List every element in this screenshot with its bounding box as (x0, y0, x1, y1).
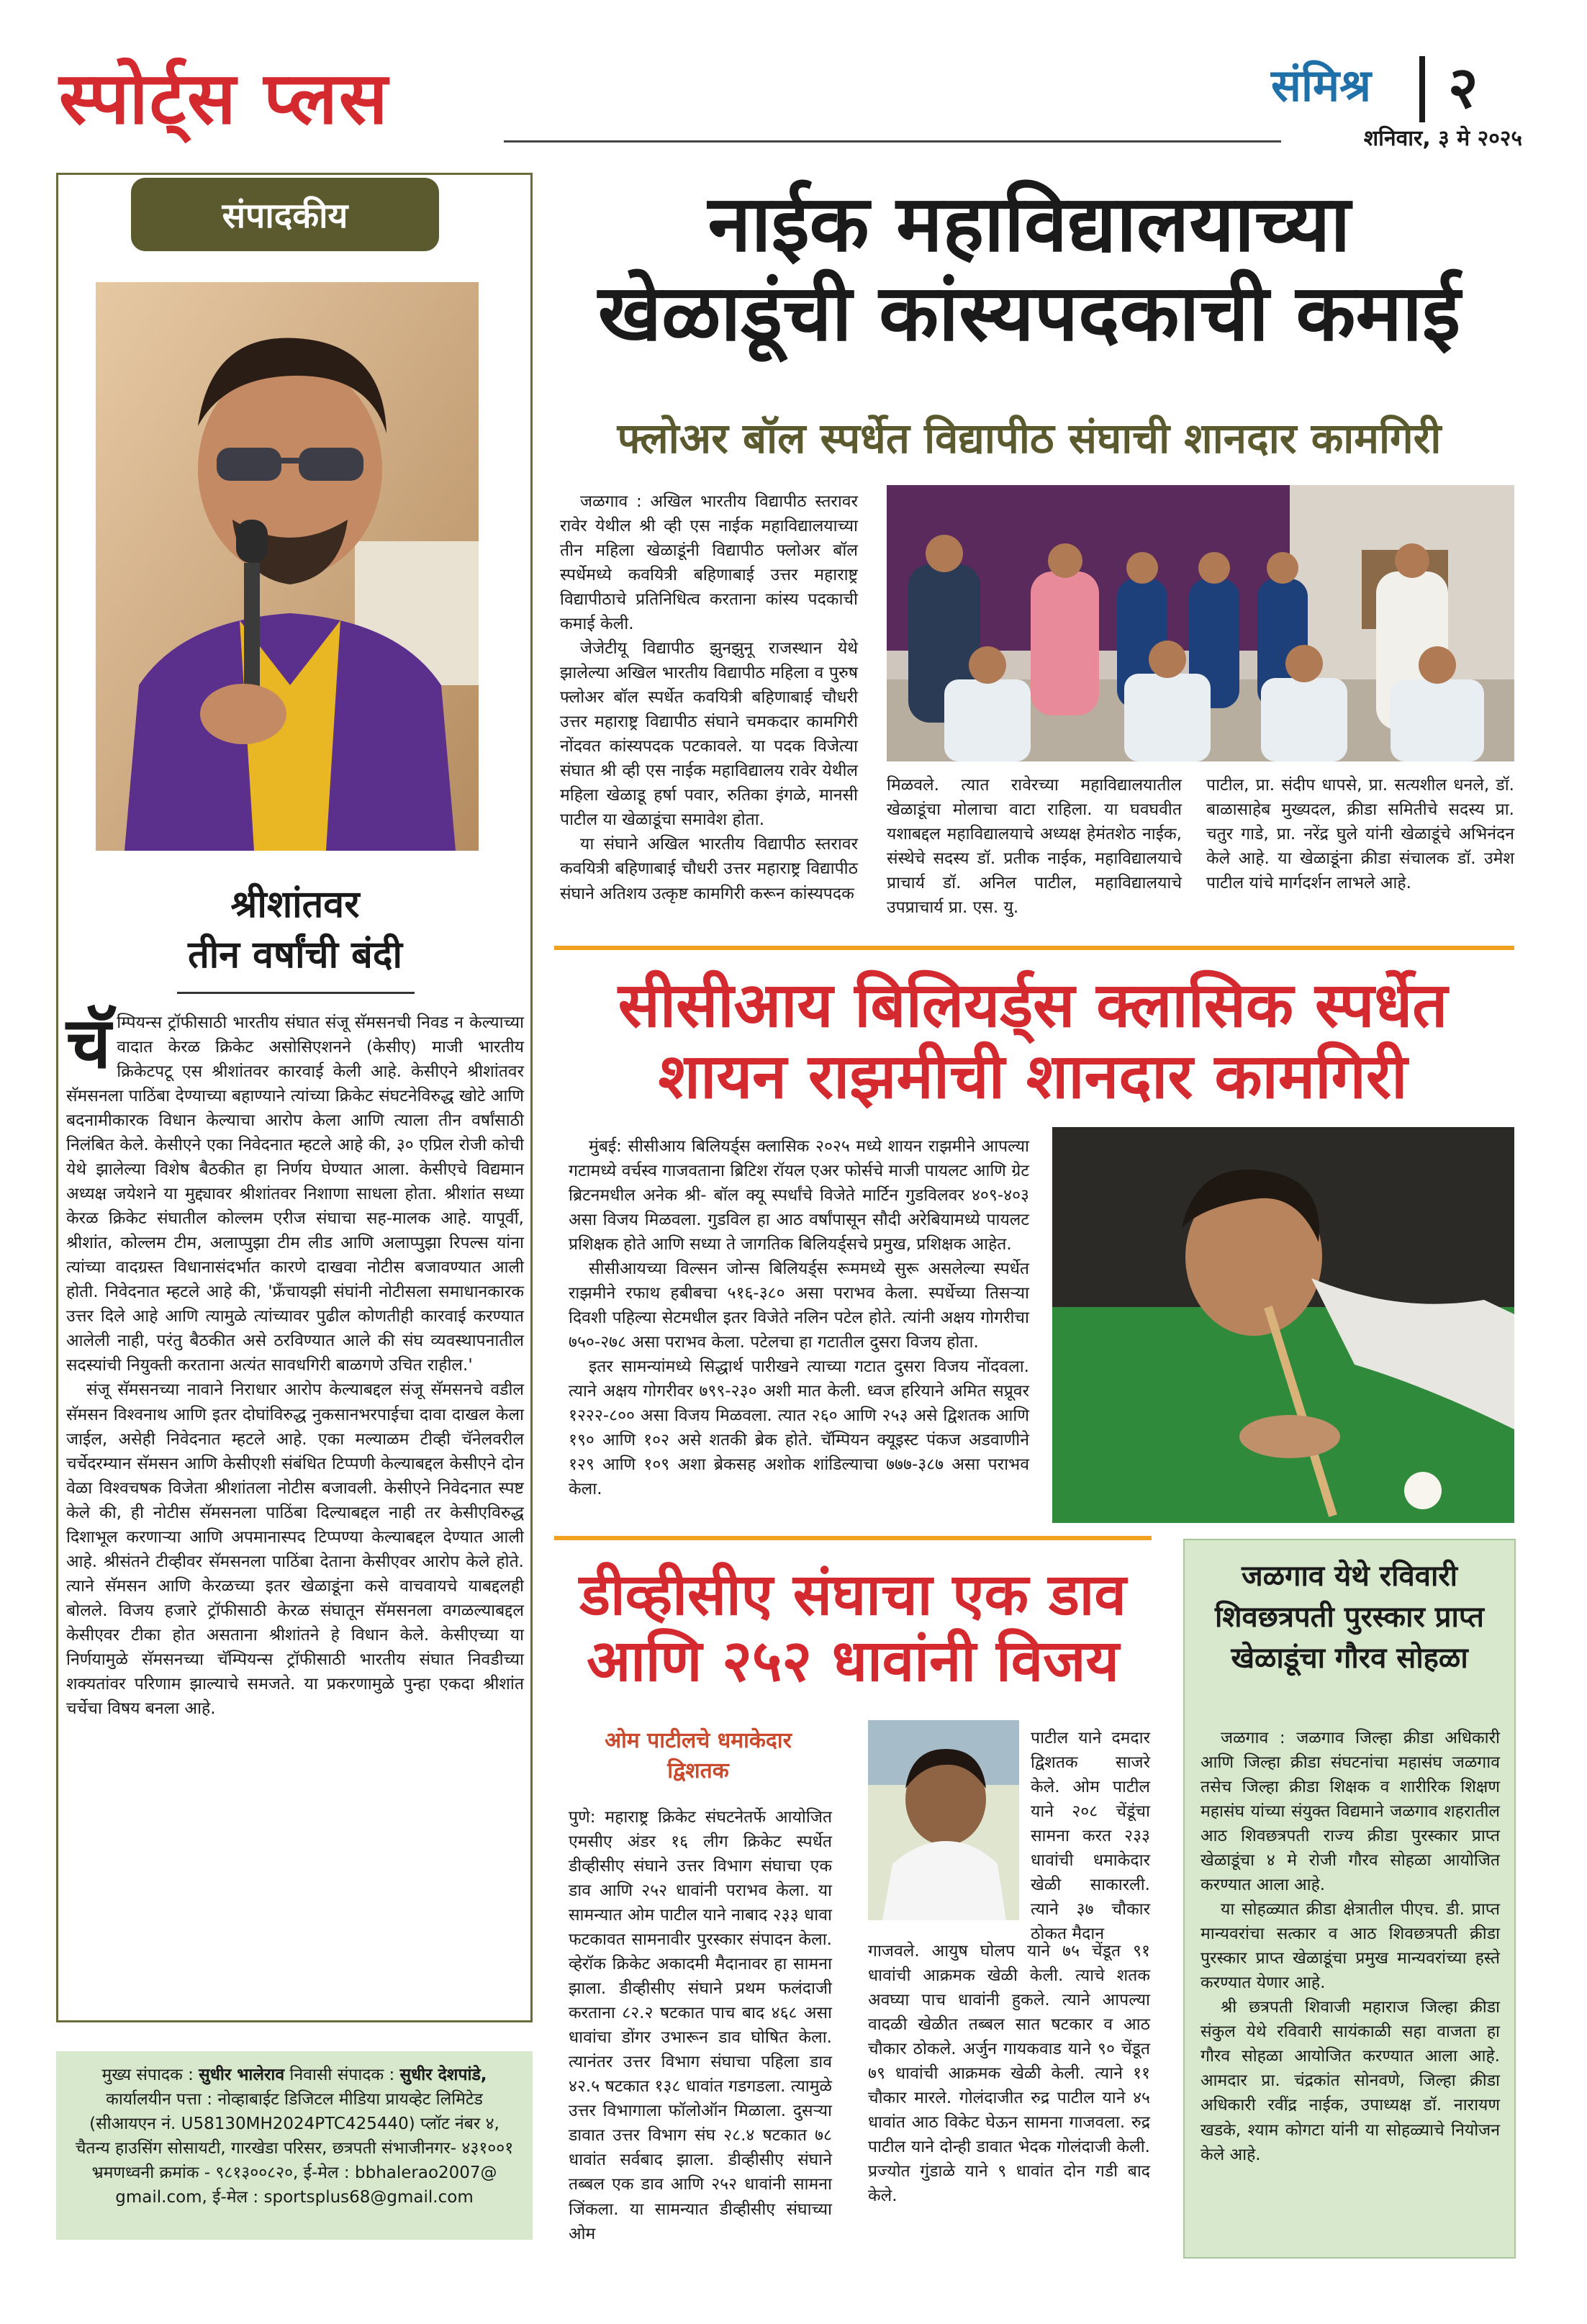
story2-headline (554, 970, 1511, 1113)
story3-headline-line2: आणि २५२ धावांनी विजय (587, 1627, 1119, 1694)
resident-editor-name: सुधीर देशपांडे, (399, 2066, 487, 2084)
resident-editor-label: निवासी संपादक : (284, 2066, 400, 2084)
story1-headline-line1: नाईक महाविद्यालयाच्या (707, 179, 1351, 269)
story3-subhead-line1: ओम पाटीलचे धमाकेदार (605, 1728, 792, 1753)
editorial-title-line2: तीन वर्षांची बंदी (188, 933, 402, 977)
sidebar-para2: या सोहळ्यात क्रीडा क्षेत्रातील पीएच. डी. प्राप्त मान्यवरांचा सत्कार व आठ शिवछत्रपती क्रीडा पुरस्कार प्राप्त खेळाडूंचा प्रमुख मान्यवरांच्या हस्ते करण्यात येणार आहे. (1201, 1900, 1500, 1993)
masthead-title: स्पोर्ट्स प्लस (59, 55, 389, 140)
story1-col1 (560, 489, 858, 906)
story2-para1: मुंबई: सीसीआय बिलियर्ड्स क्लासिक २०२५ मध्ये शायन राझमीने आपल्या गटामध्ये वर्चस्व गाजवताना ब्रिटिश रॉयल एअर फोर्सचे माजी पायलट आणि ग्रेट ब्रिटनमधील अनेक श्री- बॉल क्यू स्पर्धांचे विजेते मार्टिन गुडविलवर ४०९-४०३ असा विजय मिळवला. गुडविल हा आठ वर्षांपासून सौदी अरेबियामध्ये पायलट प्रशिक्षक होते आणि सध्या ते जागतिक बिलियर्ड्सचे प्रमुख, प्रशिक्षक आहेत. (569, 1137, 1029, 1254)
editorial-body (66, 1002, 524, 1721)
story2-headline-line1: सीसीआय बिलियर्ड्स क्लासिक स्पर्धेत (618, 969, 1448, 1041)
floorball-team-photo (887, 485, 1514, 761)
sidebar-title: जळगाव येथे रविवारी शिवछत्रपती पुरस्कार प्राप्त खेळाडूंचा गौरव सोहळा (1215, 1560, 1484, 1675)
story3-subhead-line2: द्विशतक (667, 1758, 729, 1783)
story1-subhead: फ्लोअर बॉल स्पर्धेत विद्यापीठ संघाची शानदार कामगिरी (617, 414, 1442, 463)
story1-headline (547, 180, 1511, 358)
story1-para2: जेजेटीयू विद्यापीठ झुनझुनू राजस्थान येथे झालेल्या अखिल भारतीय विद्यापीठ महिला व पुरुष फ्लोअर बॉल स्पर्धेत कवयित्री बहिणाबाई चौधरी उत्तर महाराष्ट्र विद्यापीठ संघाने चमकदार कामगिरी नोंदवत कांस्यपदक पटकावले. या पदक विजेत्या संघात श्री व्ही एस नाईक महाविद्यालय रावेर येथील महिला खेळाडू हर्षा पवार, रुतिका इंगळे, मानसी पाटील या खेळाडूंचा समावेश होता. (560, 639, 858, 830)
sidebar-para3: श्री छत्रपती शिवाजी महाराज जिल्हा क्रीडा संकुल येथे रविवारी सायंकाळी सहा वाजता हा गौरव सोहळा आयोजित करण्यात आला आहे. आमदार प्रा. चंद्रकांत सोनवणे, जिल्हा क्रीडा अधिकारी रवींद्र नाईक, उपाध्यक्ष डॉ. नारायण खडके, श्याम कोगटा यांनी या सोहळ्याचे नियोजन केले आहे. (1201, 1998, 1500, 2164)
section-rule-2 (554, 1536, 1152, 1540)
sidebar-body (1201, 1726, 1500, 2167)
story2-headline-line2: शायन राझमीची शानदार कामगिरी (658, 1040, 1408, 1113)
header-rule (504, 140, 1281, 143)
story2-para2: सीसीआयच्या विल्सन जोन्स बिलियर्ड्स रूममध्ये सुरू असलेल्या स्पर्धेत राझमीने रफाथ हबीबचा ५१६-३८० असा पराभव केला. स्पर्धेच्या तिसऱ्या दिवशी पहिल्या सेटमधील इतर विजेते नलिन पटेल होते. त्यांनी अक्षय गोगरीचा ७५०-२७८ असा पराभव केला. पटेलचा हा गटातील दुसरा विजय होता. (569, 1260, 1029, 1352)
story1-para3: या संघाने अखिल भारतीय विद्यापीठ स्तरावर कवयित्री बहिणाबाई चौधरी उत्तर महाराष्ट्र विद्यापीठ संघाने अतिशय उत्कृष्ट कामगिरी करून कांस्यपदक (560, 835, 858, 903)
office-address: कार्यालयीन पत्ता : नोव्हाबाईट डिजिटल मीडिया प्रायव्हेट लिमिटेड (सीआयएन नं. U58130MH2024PTC425440) प्लॉट नंबर ४, चैतन्य हाउसिंग सोसायटी, गारखेडा परिसर, छत्रपती संभाजीनगर- ४३१००१ भ्रमणध्वनी क्रमांक - ९८१३००८२०, ई-मेल : bbhalerao2007@ gmail.com, ई-मेल : sportsplus68@gmail.com (75, 2090, 514, 2207)
editorial-title-line1: श्रीशांतवर (230, 883, 360, 926)
section-name: संमिश्र (1271, 59, 1371, 112)
story1-para1: जळगाव : अखिल भारतीय विद्यापीठ स्तरावर रावेर येथील श्री व्ही एस नाईक महाविद्यालयाच्या तीन महिला खेळाडूंनी विद्यापीठ फ्लोअर बॉल स्पर्धेमध्ये कवयित्री बहिणाबाई उत्तर महाराष्ट्र विद्यापीठाचे प्रतिनिधित्व करताना कांस्य पदकाची कमाई केली. (560, 492, 858, 634)
story3-headline-line1: डीव्हीसीए संघाचा एक डाव (579, 1561, 1126, 1628)
editorial-para2: संजू सॅमसनच्या नावाने निराधार आरोप केल्याबद्दल संजू सॅमसनचे वडील सॅमसन विश्वनाथ आणि इतर दोघांविरुद्ध नुकसानभरपाईचा दावा दाखल केला जाईल, असेही निवेदनात म्हटले आहे. एका मल्याळम टीव्ही चॅनेलवरील चर्चेदरम्यान सॅमसन आणि केसीएशी संबंधित टिप्पणी केल्याबद्दल केसीएने दोन वेळा विश्वचषक विजेता श्रीशांतला नोटीस बजावली. केसीएने निवेदनात स्पष्ट केले की, ही नोटीस सॅमसनला पाठिंबा दिल्याबद्दल नाही तर केसीएविरुद्ध दिशाभूल करणाऱ्या आणि अपमानास्पद टिप्पण्या केल्याबद्दल देण्यात आली आहे. श्रीसंतने टीव्हीवर सॅमसनला पाठिंबा देताना केसीएवर आरोप केले होते. त्याने सॅमसन आणि केरळच्या इतर खेळाडूंना कसे वाचवायचे याबद्दलही बोलले. विजय हजारे ट्रॉफीसाठी केरळ संघातून सॅमसनला वगळल्याबद्दल केसीएवर टीका होत असताना श्रीशांतने हे विधान केले. केसीएच्या या निर्णयामुळे सॅमसनच्या चॅम्पियन्स ट्रॉफीसाठी भारतीय संघात निवडीच्या शक्यतांवर परिणाम झाल्याचे समजते. या प्रकरणामुळे पुन्हा एकदा श्रीशांत चर्चेचा विषय बनला आहे. (66, 1380, 524, 1718)
story2-para3: इतर सामन्यांमध्ये सिद्धार्थ पारीखने त्याच्या गटात दुसरा विजय नोंदवला. त्याने अक्षय गोगरीवर ७९९-२३० अशी मात केली. ध्वज हरियाने अमित सप्रूवर १२२२-८०० असा विजय मिळवला. त्यात २६० आणि २५३ असे द्विशतक आणि १९० आणि १०२ असे शतकी ब्रेक होते. चॅम्पियन क्यूइस्ट पंकज अडवाणीने १२९ आणि १०९ अशा ब्रेकसह अशोक शांडिल्याचा ७७७-३८७ असा पराभव केला. (569, 1357, 1029, 1499)
issue-date: शनिवार, ३ मे २०२५ (1363, 126, 1522, 151)
sreesanth-photo (96, 282, 479, 851)
story1-col2: मिळवले. त्यात रावेरच्या महाविद्यालयातील खेळाडूंचा मोलाचा वाटा राहिला. या घवघवीत यशाबद्दल महाविद्यालयाचे अध्यक्ष हेमंतशेठ नाईक, संस्थेचे सदस्य डॉ. प्रतीक नाईक, महाविद्यालयाचे प्राचार्य डॉ. अनिल पाटील, महाविद्यालयाचे उपप्राचार्य प्रा. एस. यु. (887, 776, 1182, 918)
story1-headline-line2: खेळाडूंची कांस्यपदकाची कमाई (597, 268, 1461, 359)
story3-subhead (576, 1726, 820, 1786)
sidebar-para1: जळगाव : जळगाव जिल्हा क्रीडा अधिकारी आणि जिल्हा क्रीडा संघटनांचा महासंघ जळगाव तसेच जिल्हा क्रीडा शिक्षक व शारीरिक शिक्षण महासंघ यांच्या संयुक्त विद्यमाने जळगाव शहरातील आठ शिवछत्रपती राज्य क्रीडा पुरस्कार प्राप्त खेळाडूंचा ४ मे रोजी गौरव सोहळा आयोजित करण्यात आला आहे. (1201, 1729, 1500, 1895)
story3-headline (554, 1562, 1152, 1694)
section-rule-1 (554, 946, 1514, 950)
story1-col3: पाटील, प्रा. संदीप धापसे, प्रा. सत्यशील धनले, डॉ. बाळासाहेब मुख्यदल, क्रीडा समितीचे सदस्य प्रा. चतुर गाडे, प्रा. नरेंद्र घुले यांनी खेळाडूंचे अभिनंदन केले आहे. या खेळाडूंना क्रीडा संचालक डॉ. उमेश पाटील यांचे मार्गदर्शन लाभले आहे. (1206, 776, 1514, 893)
editorial-title (65, 880, 525, 980)
om-patil-photo (868, 1720, 1019, 1920)
editorial-title-rule (177, 992, 415, 994)
story2-body (569, 1134, 1029, 1501)
billiards-player-photo (1052, 1127, 1514, 1523)
editorial-para1: म्पियन्स ट्रॉफीसाठी भारतीय संघात संजू सॅमसनची निवड न केल्याच्या वादात केरळ क्रिकेट असोसिएशनने (केसीए) माजी भारतीय क्रिकेटपटू एस श्रीशांतवर कारवाई केली आहे. केसीएने श्रीशांतवर सॅमसनला पाठिंबा देण्याच्या बहाण्याने त्यांच्या क्रिकेट संघटनेविरुद्ध खोटे आणि बदनामीकारक विधान केल्याचा आरोप केला आणि त्याला तीन वर्षांसाठी निलंबित केले. केसीएने एका निवेदनात म्हटले आहे की, ३० एप्रिल रोजी कोची येथे झालेल्या विशेष बैठकीत हा निर्णय घेण्यात आला. केसीएचे विद्यमान अध्यक्ष जयेशने या मुद्द्यावर श्रीशांतवर निशाणा साधला होता. श्रीशांत सध्या केरळ क्रिकेट संघातील कोल्लम एरीज संघाचा सह-मालक आहे. यापूर्वी, श्रीशांत, कोल्लम टीम, अलाप्पुझा टीम लीड आणि अलाप्पुझा रिपल्स यांना त्यांच्या वादग्रस्त विधानासंदर्भात कारणे दाखवा नोटीस बजावण्यात आली होती. निवेदनात म्हटले आहे की, 'फ्रँचायझी संघांनी नोटीसला समाधानकारक उत्तर दिले आहे आणि त्यामुळे त्यांच्यावर पुढील कोणतीही कारवाई करण्यात आलेली नाही, परंतु बैठकीत असे ठरविण्यात आले की संघ व्यवस्थापनातील सदस्यांची नियुक्ती करताना अत्यंत सावधगिरी बाळगणे उचित राहील.' (66, 1013, 524, 1375)
editorial-tag: संपादकीय (131, 178, 439, 251)
story3-col2-top: पाटील याने दमदार द्विशतक साजरे केले. ओम पाटील याने २०८ चेंडूंचा सामना करत २३३ धावांची धमाकेदार खेळी साकारली. त्याने ३७ चौकार ठोकत मैदान (1031, 1729, 1150, 1944)
chief-editor-name: सुधीर भालेराव (199, 2066, 285, 2084)
page-divider (1419, 56, 1425, 122)
editorial-dropcap: चॅ (66, 1002, 112, 1085)
page-number: २ (1448, 54, 1478, 121)
story3-col2-bottom: गाजवले. आयुष घोलप याने ७५ चेंडूत ९१ धावांची आक्रमक खेळी केली. त्याचे शतक अवघ्या पाच धावांनी हुकले. त्याने आपल्या वादळी खेळीत तब्बल सात षटकार व आठ चौकार ठोकले. अर्जुन गायकवाड याने ९० चेंडूत ७९ धावांची आक्रमक खेळी केली. त्याने ११ चौकार मारले. गोलंदाजीत रुद्र पाटील याने ४५ धावांत आठ विकेट घेऊन सामना गाजवला. रुद्र पाटील याने दोन्ही डावात भेदक गोलंदाजी केली. प्रज्योत गुंडाळे याने ९ धावांत दोन गडी बाद केले. (868, 1942, 1150, 2206)
story3-col1: पुणे: महाराष्ट्र क्रिकेट संघटनेतर्फे आयोजित एमसीए अंडर १६ लीग क्रिकेट स्पर्धेत डीव्हीसीए संघाने उत्तर विभाग संघाचा एक डाव आणि २५२ धावांनी पराभव केला. या सामन्यात ओम पाटील याने नाबाद २३३ धावा फटकावत सामनावीर पुरस्कार संपादन केला. व्हेरॉक क्रिकेट अकादमी मैदानावर हा सामना झाला. डीव्हीसीए संघाने प्रथम फलंदाजी करताना ८२.२ षटकात पाच बाद ४६८ असा धावांचा डोंगर उभारून डाव घोषित केला. त्यानंतर उत्तर विभाग संघाचा पहिला डाव ४२.५ षटकात १३८ धावांत गडगडला. त्यामुळे उत्तर विभागाला फॉलोऑन मिळाला. दुसऱ्या डावात उत्तर विभाग संघ २८.४ षटकात ७८ धावांत सर्वबाद झाला. डीव्हीसीए संघाने तब्बल एक डाव आणि २५२ धावांनी सामना जिंकला. या सामन्यात डीव्हीसीए संघाच्या ओम (569, 1808, 832, 2243)
chief-editor-label: मुख्य संपादक : (101, 2066, 199, 2084)
credits-box (56, 2051, 533, 2240)
